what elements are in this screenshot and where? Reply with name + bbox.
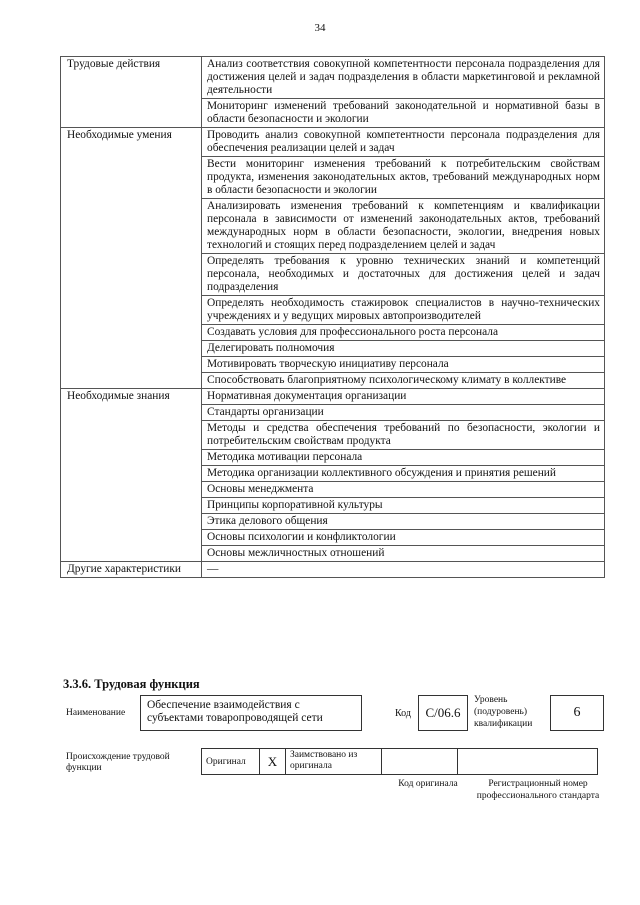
labor-action-row [61, 57, 605, 99]
skill-row-text: Способствовать благоприятному психологическому климату в коллективе [202, 373, 605, 389]
skill-row-text: Мотивировать творческую инициативу персонала [202, 357, 605, 373]
knowledge-row-text: Основы менеджмента [202, 482, 605, 498]
skill-row-label-cont [61, 199, 202, 254]
knowledge-row-text: Методика мотивации персонала [202, 450, 605, 466]
knowledge-row-label-cont [61, 450, 202, 466]
level-label: Уровень (подуровень) квалификации [474, 695, 533, 729]
skill-row-label-cont [61, 341, 202, 357]
knowledge-row [61, 514, 605, 530]
code-original-caption: Код оригинала [398, 779, 458, 789]
skill-row [61, 128, 605, 157]
skill-row-text: Делегировать полномочия [202, 341, 605, 357]
skill-row-text: Создавать условия для профессионального роста персонала [202, 325, 605, 341]
skill-row-label-cont [61, 296, 202, 325]
skill-row [61, 296, 605, 325]
skill-row-label-cont [61, 357, 202, 373]
knowledge-row-text: Методы и средства обеспечения требований по безопасности, экологии и потребительским свойствам продукта [202, 421, 605, 450]
labor-action-row-text: Анализ соответствия совокупной компетентности персонала подразделения для достижения целей и задач подразделения в области маркетинговой и рекламной деятельности [202, 57, 605, 99]
section-title: 3.3.6. Трудовая функция [63, 677, 200, 691]
labor-action-row-text: Мониторинг изменений требований законодательной и нормативной базы в области безопасности и экологии [202, 99, 605, 128]
name-label: Наименование [66, 708, 126, 718]
skill-row [61, 325, 605, 341]
knowledge-row [61, 389, 605, 405]
knowledge-row-label-cont [61, 514, 202, 530]
knowledge-row-text: Принципы корпоративной культуры [202, 498, 605, 514]
function-name-row [60, 692, 620, 738]
knowledge-row [61, 530, 605, 546]
skill-row-label: Необходимые умения [61, 128, 202, 157]
knowledge-row-text: Нормативная документация организации [202, 389, 605, 405]
skill-row-text: Проводить анализ совокупной компетентности персонала подразделения для обеспечения реализации целей и задач [202, 128, 605, 157]
knowledge-row [61, 498, 605, 514]
reg-number-cell [458, 749, 598, 775]
knowledge-row-label: Необходимые знания [61, 389, 202, 405]
skill-row-text: Анализировать изменения требований к компетенциям и квалификации персонала в зависимости от изменений законодательных актов, требований международных норм в области безопасности, экологии, внедрения новых технологий и стоящих перед подразделением целей и задач [202, 199, 605, 254]
skill-row-label-cont [61, 373, 202, 389]
skill-row [61, 357, 605, 373]
knowledge-row-label-cont [61, 498, 202, 514]
skill-row-text: Определять требования к уровню технических знаний и компетенций персонала, необходимых и достаточных для достижения целей и задач подразделения [202, 254, 605, 296]
knowledge-row [61, 466, 605, 482]
original-mark: X [260, 749, 286, 775]
knowledge-row-label-cont [61, 421, 202, 450]
skill-row-text: Вести мониторинг изменения требований к потребительским свойствам продукта, изменения законодательных актов, требований международных норм в области безопасности и экологии [202, 157, 605, 199]
skill-row-text: Определять необходимость стажировок специалистов в научно-технических учреждениях и у ведущих мировых автопроизводителей [202, 296, 605, 325]
other-label: Другие характеристики [61, 562, 202, 578]
page-number: 34 [314, 22, 326, 34]
name-value: Обеспечение взаимодействия с субъектами товаропроводящей сети [140, 695, 362, 731]
knowledge-row [61, 450, 605, 466]
code-value: C/06.6 [418, 695, 468, 731]
labor-action-row-label: Трудовые действия [61, 57, 202, 99]
skill-row [61, 199, 605, 254]
borrowed-label: Заимствовано из оригинала [286, 749, 382, 775]
knowledge-row [61, 405, 605, 421]
knowledge-row-label-cont [61, 546, 202, 562]
original-label: Оригинал [202, 749, 260, 775]
skill-row-label-cont [61, 325, 202, 341]
competency-table [60, 56, 605, 578]
labor-action-row-label-cont [61, 99, 202, 128]
skill-row-label-cont [61, 254, 202, 296]
code-label: Код [395, 708, 411, 719]
knowledge-row-label-cont [61, 530, 202, 546]
knowledge-row-label-cont [61, 466, 202, 482]
other-value: — [202, 562, 605, 578]
other-row [61, 562, 605, 578]
knowledge-row-label-cont [61, 405, 202, 421]
knowledge-row [61, 546, 605, 562]
level-value: 6 [550, 695, 604, 731]
origin-table [201, 748, 598, 775]
knowledge-row-label-cont [61, 482, 202, 498]
skill-row [61, 341, 605, 357]
skill-row [61, 373, 605, 389]
knowledge-row-text: Основы межличностных отношений [202, 546, 605, 562]
knowledge-row [61, 421, 605, 450]
knowledge-row [61, 482, 605, 498]
knowledge-row-text: Стандарты организации [202, 405, 605, 421]
knowledge-row-text: Основы психологии и конфликтологии [202, 530, 605, 546]
origin-label: Происхождение трудовой функции [66, 752, 170, 773]
knowledge-row-text: Методика организации коллективного обсуждения и принятия решений [202, 466, 605, 482]
skill-row [61, 157, 605, 199]
reg-number-caption: Регистрационный номер профессионального стандарта [476, 779, 600, 801]
code-original-cell [382, 749, 458, 775]
skill-row [61, 254, 605, 296]
knowledge-row-text: Этика делового общения [202, 514, 605, 530]
skill-row-label-cont [61, 157, 202, 199]
labor-action-row [61, 99, 605, 128]
